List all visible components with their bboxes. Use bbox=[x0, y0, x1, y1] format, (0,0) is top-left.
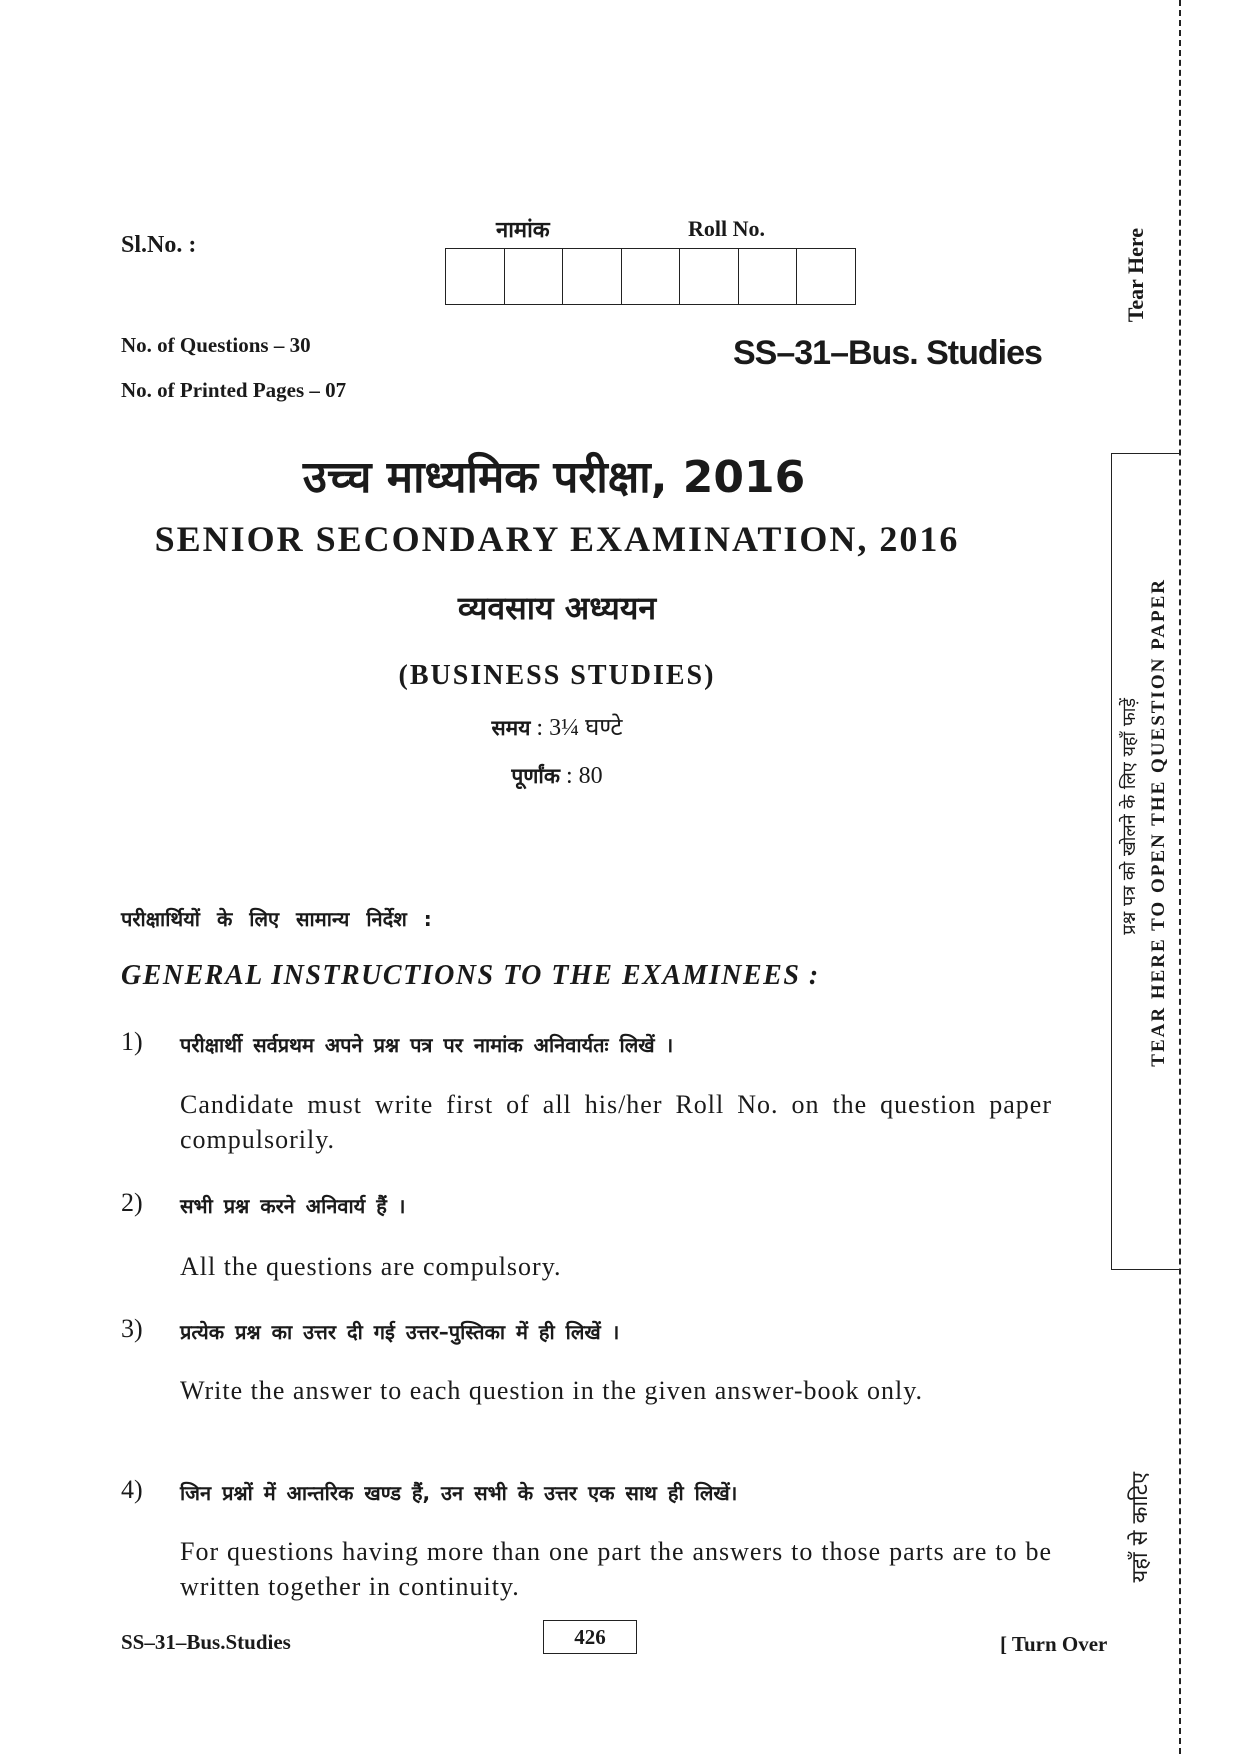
instruction-english: Write the answer to each question in the given answer-book only. bbox=[180, 1376, 924, 1405]
roll-digit-box[interactable] bbox=[739, 249, 798, 304]
instructions-heading-english: GENERAL INSTRUCTIONS TO THE EXAMINEES : bbox=[121, 960, 820, 991]
exam-title-hindi: उच्च माध्यमिक परीक्षा, 2016 bbox=[302, 452, 806, 503]
instruction-number: 2) bbox=[121, 1188, 143, 1217]
roll-digit-box[interactable] bbox=[622, 249, 681, 304]
marks-label: पूर्णांक bbox=[511, 764, 560, 788]
number-of-pages: No. of Printed Pages – 07 bbox=[121, 378, 347, 402]
roll-label-english: Roll No. bbox=[688, 216, 765, 241]
footer-paper-code: SS–31–Bus.Studies bbox=[121, 1630, 291, 1654]
roll-digit-box[interactable] bbox=[680, 249, 739, 304]
paper-code: SS–31–Bus. Studies bbox=[733, 334, 1042, 372]
time-allowed bbox=[0, 710, 1114, 743]
roll-digit-box[interactable] bbox=[563, 249, 622, 304]
serial-number-label: Sl.No. : bbox=[121, 232, 197, 258]
tear-instruction-hindi: प्रश्न पत्र को खोलने के लिए यहाँ फाड़ें bbox=[1119, 698, 1140, 935]
instruction-hindi: परीक्षार्थी सर्वप्रथम अपने प्रश्न पत्र पर नामांक अनिवार्यतः लिखें । bbox=[180, 1033, 674, 1057]
roll-digit-box[interactable] bbox=[446, 249, 505, 304]
tear-here-label: Tear Here bbox=[1123, 228, 1148, 323]
instruction-english: For questions having more than one part the answers to those parts are to be written together in continuity. bbox=[180, 1537, 1052, 1601]
roll-digit-box[interactable] bbox=[505, 249, 564, 304]
subject-english: (BUSINESS STUDIES) bbox=[398, 660, 716, 691]
instructions-heading-hindi: परीक्षार्थियों के लिए सामान्य निर्देश : bbox=[121, 907, 432, 931]
roll-label-hindi: नामांक bbox=[496, 218, 550, 243]
roll-digit-box[interactable] bbox=[797, 249, 855, 304]
instruction-english: Candidate must write first of all his/her Roll No. on the question paper compulsorily. bbox=[180, 1090, 1052, 1154]
exam-title-english: SENIOR SECONDARY EXAMINATION, 2016 bbox=[154, 519, 960, 559]
number-of-questions: No. of Questions – 30 bbox=[121, 333, 311, 357]
page-number-box: 426 bbox=[543, 1620, 637, 1654]
roll-number-boxes[interactable] bbox=[445, 248, 856, 305]
instruction-number: 4) bbox=[121, 1475, 143, 1504]
time-label: समय bbox=[491, 716, 531, 740]
cut-here-hindi: यहाँ से काटिए bbox=[1128, 1472, 1153, 1583]
instruction-english: All the questions are compulsory. bbox=[180, 1252, 562, 1281]
instruction-number: 3) bbox=[121, 1314, 143, 1343]
instruction-hindi: जिन प्रश्नों में आन्तरिक खण्ड हैं, उन सभी के उत्तर एक साथ ही लिखें। bbox=[180, 1481, 738, 1505]
instruction-hindi: सभी प्रश्न करने अनिवार्य हैं । bbox=[180, 1194, 406, 1218]
instruction-number: 1) bbox=[121, 1027, 143, 1056]
marks-value: : 80 bbox=[560, 763, 603, 789]
time-value: : 3¼ घण्टे bbox=[530, 715, 623, 741]
tear-instruction-english: TEAR HERE TO OPEN THE QUESTION PAPER bbox=[1148, 578, 1169, 1067]
subject-hindi: व्यवसाय अध्ययन bbox=[457, 589, 657, 627]
instruction-hindi: प्रत्येक प्रश्न का उत्तर दी गई उत्तर–पुस्तिका में ही लिखें । bbox=[180, 1320, 620, 1344]
maximum-marks bbox=[0, 762, 1114, 790]
turn-over-label: [ Turn Over bbox=[1000, 1632, 1108, 1656]
